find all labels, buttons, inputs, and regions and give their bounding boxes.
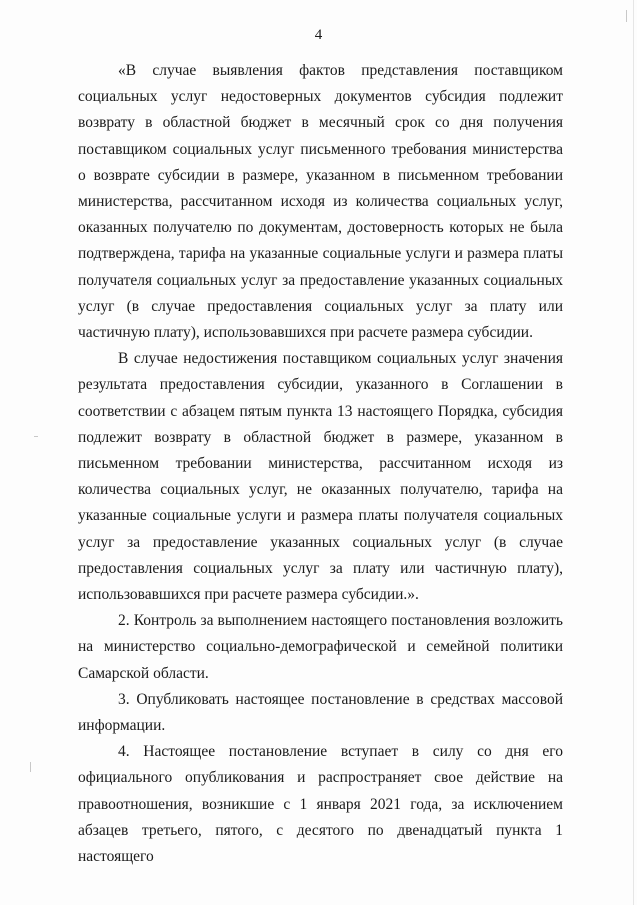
paragraph-item-2-control: 2. Контроль за выполнением настоящего постановления возложить на министерство социально-демографической и семейной политики Самарской области. xyxy=(78,612,563,682)
scan-edge-line xyxy=(633,0,634,905)
scan-speck xyxy=(30,762,31,772)
paragraph-item-3-publish: 3. Опубликовать настоящее постановление в средствах массовой информации. xyxy=(78,690,563,735)
paragraph-refund-unreliable-documents: «В случае выявления фактов представления поставщиком социальных услуг недостоверных документов субсидия подлежит возврату в областной бюджет в месячный срок со дня получения поставщиком социальных услуг письменного требования министерства о возврате субсидии в размере, указанном в письменном требовании министерства, рассчитанном исходя из количества социальных услуг, оказанных получателю по документам, достоверность которых не была подтверждена, тарифа на указанные социальные услуги и размера платы получателя социальных услуг за предоставление указанных социальных услуг (в случае предоставления социальных услуг за плату или частичную плату), использовавшихся при расчете размера субсидии. xyxy=(78,62,563,342)
paragraph-item-4-entry-into-force: 4. Настоящее постановление вступает в силу со дня его официального опубликования и распространяет свое действие на правоотношения, возникшие с 1 января 2021 года, за исключением абзацев третьего, пятого, с десятого по двенадцатый пункта 1 настоящего xyxy=(78,743,563,866)
scan-speck xyxy=(626,10,627,22)
document-body xyxy=(78,58,563,870)
scan-speck xyxy=(34,436,38,437)
page-number: 4 xyxy=(314,27,323,43)
paragraph-refund-result-not-achieved: В случае недостижения поставщиком социальных услуг значения результата предоставления субсидии, указанного в Соглашении в соответствии с абзацем пятым пункта 13 настоящего Порядка, субсидия подлежит возврату в областной бюджет в размере, указанном в письменном требовании министерства, рассчитанном исходя из количества социальных услуг, не оказанных получателю, тарифа на указанные социальные услуги и размера платы получателя социальных услуг за предоставление указанных социальных услуг (в случае предоставления социальных услуг за плату или частичную плату), использовавшихся при расчете размера субсидии.». xyxy=(78,350,563,604)
